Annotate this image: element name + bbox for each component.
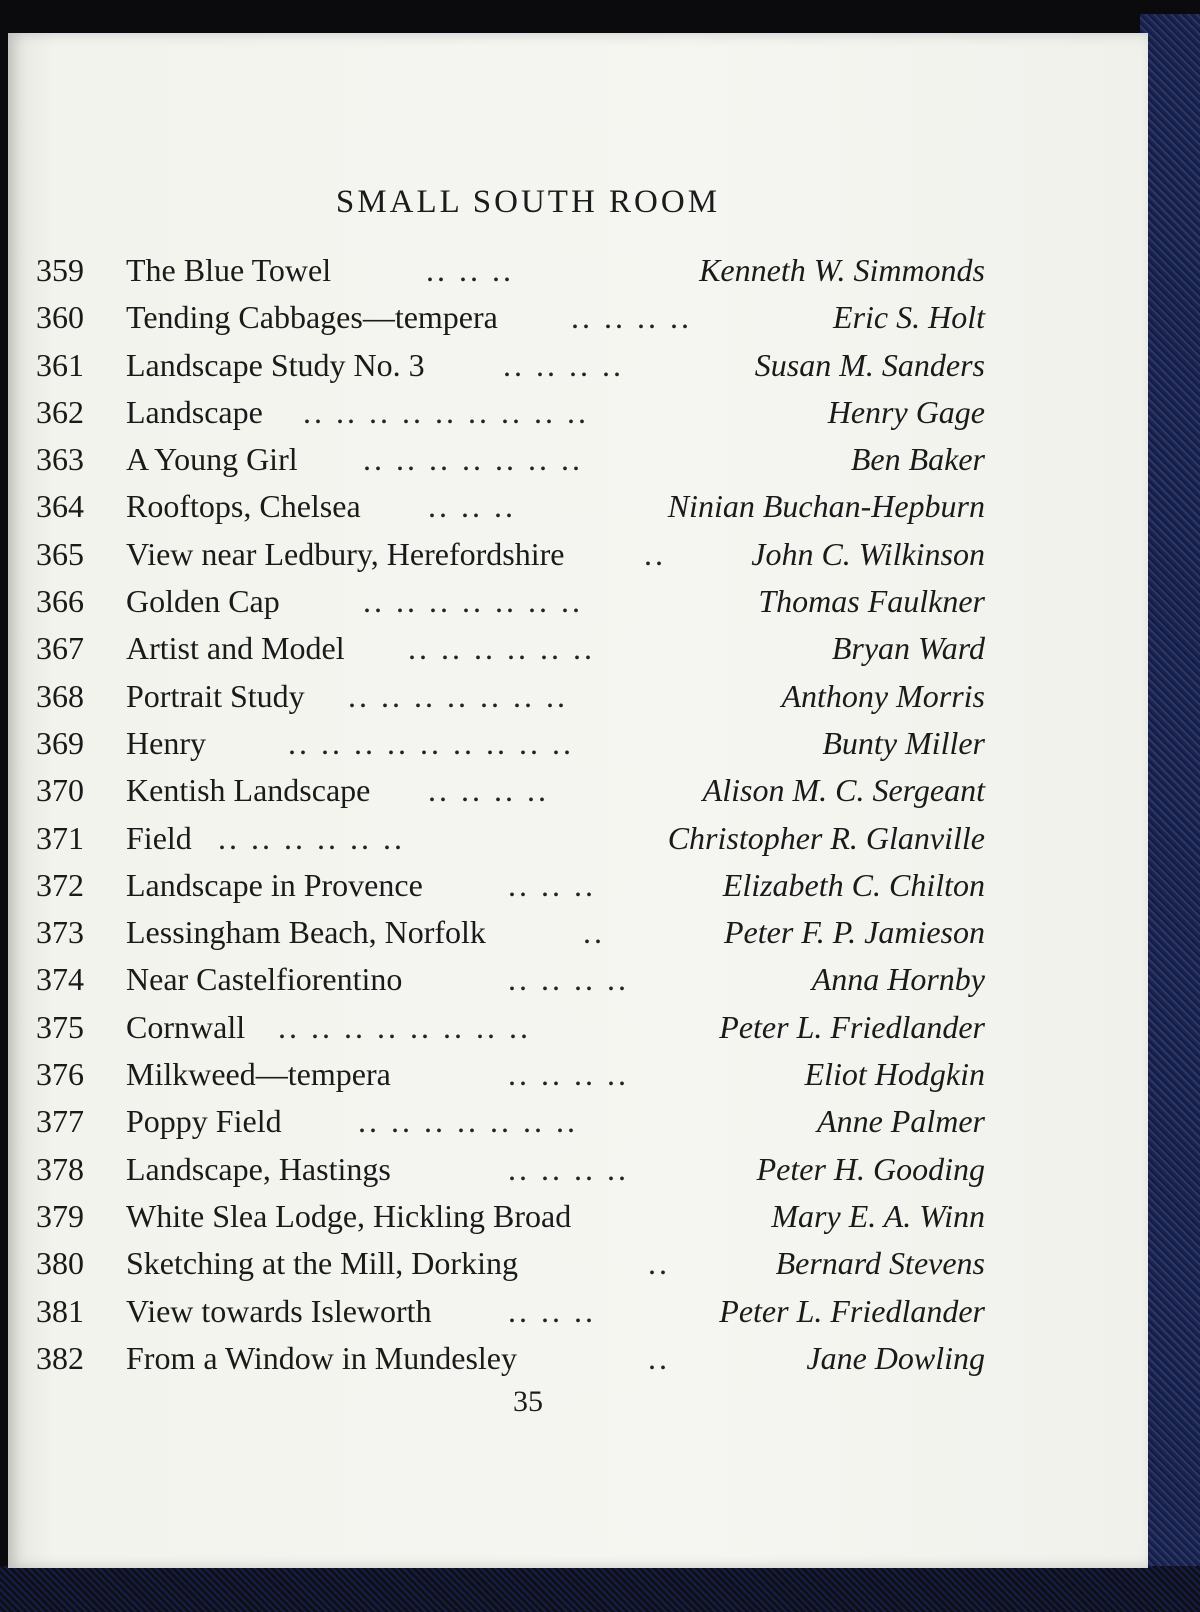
catalogue-entry — [8, 294, 1148, 341]
room-heading: SMALL SOUTH ROOM — [335, 184, 721, 220]
catalogue-entry — [8, 1146, 1148, 1193]
entry-number: 374 — [36, 961, 84, 998]
entry-artist: Peter F. P. Jamieson — [724, 914, 985, 951]
page-number: 35 — [513, 1385, 543, 1418]
entry-number: 376 — [36, 1056, 84, 1093]
dot-leader: .. .. .. — [508, 1292, 596, 1329]
dot-leader: .. .. .. .. .. .. .. — [348, 677, 568, 714]
entry-number: 361 — [36, 346, 84, 383]
catalogue-entry — [8, 815, 1148, 862]
entry-title-text: Golden Cap — [126, 583, 280, 620]
entry-artist: Bunty Miller — [822, 724, 985, 761]
entry-title — [126, 247, 331, 294]
entry-title-text: From a Window in Mundesley — [126, 1339, 517, 1376]
dot-leader: .. — [644, 535, 666, 572]
dot-leader: .. .. .. .. — [571, 299, 692, 336]
entry-artist: John C. Wilkinson — [751, 535, 985, 572]
entry-number: 364 — [36, 488, 84, 525]
catalogue-entry — [8, 1004, 1148, 1051]
entry-number: 370 — [36, 772, 84, 809]
book-cover-bottom — [0, 1566, 1200, 1612]
entry-artist: Ben Baker — [850, 441, 985, 478]
entry-number: 372 — [36, 866, 84, 903]
dot-leader: .. .. .. .. — [508, 1056, 629, 1093]
dot-leader: .. .. .. .. — [428, 772, 549, 809]
entry-artist: Ninian Buchan-Hepburn — [667, 488, 985, 525]
dot-leader: .. .. .. .. .. .. .. — [358, 1103, 578, 1140]
catalogue-entry — [8, 956, 1148, 1003]
entry-artist: Anna Hornby — [811, 961, 985, 998]
entry-artist: Anne Palmer — [817, 1103, 985, 1140]
entry-title-text: Sketching at the Mill, Dorking — [126, 1245, 518, 1282]
catalogue-entry — [8, 483, 1148, 530]
entry-title-text: Kentish Landscape — [126, 772, 371, 809]
entry-artist: Alison M. C. Sergeant — [702, 772, 985, 809]
entry-title — [126, 389, 263, 436]
entry-title — [126, 909, 486, 956]
entry-title — [126, 673, 305, 720]
entry-title — [126, 531, 564, 578]
entry-number: 382 — [36, 1339, 84, 1376]
entry-artist: Peter H. Gooding — [756, 1150, 985, 1187]
dot-leader: .. .. .. .. .. .. .. .. .. — [303, 393, 589, 430]
entry-title-text: Rooftops, Chelsea — [126, 488, 361, 525]
dot-leader: .. .. .. — [426, 252, 514, 288]
entry-title-text: Poppy Field — [126, 1103, 282, 1140]
catalogue-entry — [8, 1288, 1148, 1335]
dot-leader: .. .. .. .. .. .. .. .. — [278, 1008, 531, 1045]
catalogue-entry — [8, 247, 1148, 294]
entry-title-text: Henry — [126, 724, 206, 761]
entry-number: 381 — [36, 1292, 84, 1329]
catalogue-page — [8, 33, 1148, 1568]
entry-artist: Mary E. A. Winn — [771, 1197, 985, 1234]
entry-artist: Kenneth W. Simmonds — [699, 252, 985, 288]
entry-number: 368 — [36, 677, 84, 714]
catalogue-entry — [8, 342, 1148, 389]
entry-artist: Thomas Faulkner — [758, 583, 985, 620]
entry-title-text: White Slea Lodge, Hickling Broad — [126, 1197, 572, 1234]
entry-artist: Bernard Stevens — [775, 1245, 985, 1282]
entry-title-text: Landscape in Provence — [126, 866, 423, 903]
dot-leader: .. .. .. .. — [508, 961, 629, 998]
entry-title-text: Cornwall — [126, 1008, 246, 1045]
entry-title — [126, 1240, 518, 1287]
dot-leader: .. .. .. .. .. .. — [218, 819, 405, 856]
entry-artist: Bryan Ward — [831, 630, 985, 667]
catalogue-entry — [8, 1240, 1148, 1287]
entry-title — [126, 767, 370, 814]
entry-number: 371 — [36, 819, 84, 856]
dot-leader: .. .. .. — [428, 488, 516, 525]
entry-title — [126, 1288, 432, 1335]
entry-title-text: View near Ledbury, Herefordshire — [126, 535, 565, 572]
entry-title-text: The Blue Towel — [126, 252, 332, 288]
entry-title-text: Lessingham Beach, Norfolk — [126, 914, 486, 951]
entry-artist: Henry Gage — [827, 393, 985, 430]
entry-title-text: View towards Isleworth — [126, 1292, 432, 1329]
entry-title — [126, 1193, 571, 1240]
entry-number: 362 — [36, 393, 84, 430]
entry-number: 363 — [36, 441, 84, 478]
book-cover-edge — [1140, 14, 1200, 1574]
entry-number: 375 — [36, 1008, 84, 1045]
entry-artist: Anthony Morris — [781, 677, 985, 714]
dot-leader: .. .. .. .. .. .. .. — [363, 583, 583, 620]
catalogue-entry — [8, 673, 1148, 720]
entry-number: 366 — [36, 583, 84, 620]
entry-number: 379 — [36, 1197, 84, 1234]
dot-leader: .. .. .. .. .. .. .. .. .. — [288, 724, 574, 761]
entry-number: 365 — [36, 535, 84, 572]
entry-title — [126, 1051, 391, 1098]
dot-leader: .. — [648, 1339, 670, 1376]
entry-number: 367 — [36, 630, 84, 667]
catalogue-entry — [8, 1098, 1148, 1145]
catalogue-entry — [8, 862, 1148, 909]
entry-number: 359 — [36, 252, 84, 288]
dot-leader: .. .. .. .. — [503, 346, 624, 383]
catalogue-entry — [8, 625, 1148, 672]
dot-leader: .. — [648, 1245, 670, 1282]
entry-number: 360 — [36, 299, 84, 336]
entry-artist: Eliot Hodgkin — [804, 1056, 985, 1093]
entry-title-text: Portrait Study — [126, 677, 305, 714]
entry-title-text: Tending Cabbages — [126, 299, 363, 336]
dot-leader: .. .. .. .. .. .. — [408, 630, 595, 667]
entry-number: 380 — [36, 1245, 84, 1282]
entry-artist: Peter L. Friedlander — [719, 1008, 985, 1045]
catalogue-entry — [8, 389, 1148, 436]
dot-leader: .. .. .. .. .. .. .. — [363, 441, 583, 478]
entry-title-text: Near Castelfiorentino — [126, 961, 403, 998]
entry-number: 373 — [36, 914, 84, 951]
entry-list — [8, 247, 1148, 1382]
entry-title — [126, 720, 206, 767]
entry-title — [126, 815, 192, 862]
entry-title-text: Landscape Study No. 3 — [126, 346, 425, 383]
catalogue-entry — [8, 767, 1148, 814]
dot-leader: .. — [583, 914, 605, 951]
entry-title-text: Field — [126, 819, 192, 856]
entry-artist: Peter L. Friedlander — [719, 1292, 985, 1329]
catalogue-entry — [8, 1193, 1148, 1240]
entry-title-text: Milkweed — [126, 1056, 256, 1093]
entry-number: 369 — [36, 724, 84, 761]
entry-medium: —tempera — [255, 1056, 391, 1093]
catalogue-entry — [8, 436, 1148, 483]
entry-title — [126, 578, 280, 625]
entry-title — [126, 862, 423, 909]
catalogue-entry — [8, 531, 1148, 578]
dot-leader: .. .. .. — [508, 866, 596, 903]
catalogue-entry — [8, 578, 1148, 625]
entry-title — [126, 625, 345, 672]
catalogue-entry — [8, 909, 1148, 956]
entry-medium: —tempera — [362, 299, 498, 336]
catalogue-entry — [8, 1051, 1148, 1098]
entry-title — [126, 956, 402, 1003]
entry-number: 377 — [36, 1103, 84, 1140]
entry-artist: Elizabeth C. Chilton — [722, 866, 985, 903]
entry-title — [126, 342, 425, 389]
entry-title-text: Landscape, Hastings — [126, 1150, 391, 1187]
catalogue-entry — [8, 1335, 1148, 1382]
entry-artist: Christopher R. Glanville — [667, 819, 985, 856]
entry-title-text: A Young Girl — [126, 441, 298, 478]
catalogue-entry — [8, 720, 1148, 767]
entry-title — [126, 1335, 517, 1382]
entry-title — [126, 1098, 282, 1145]
entry-artist: Susan M. Sanders — [754, 346, 985, 383]
dot-leader: .. .. .. .. — [508, 1150, 629, 1187]
entry-title — [126, 1004, 245, 1051]
entry-title — [126, 436, 298, 483]
entry-number: 378 — [36, 1150, 84, 1187]
entry-artist: Eric S. Holt — [833, 299, 985, 336]
entry-title-text: Artist and Model — [126, 630, 345, 667]
entry-title — [126, 294, 498, 341]
entry-title — [126, 1146, 391, 1193]
entry-artist: Jane Dowling — [806, 1339, 985, 1376]
entry-title — [126, 483, 361, 530]
entry-title-text: Landscape — [126, 393, 263, 430]
